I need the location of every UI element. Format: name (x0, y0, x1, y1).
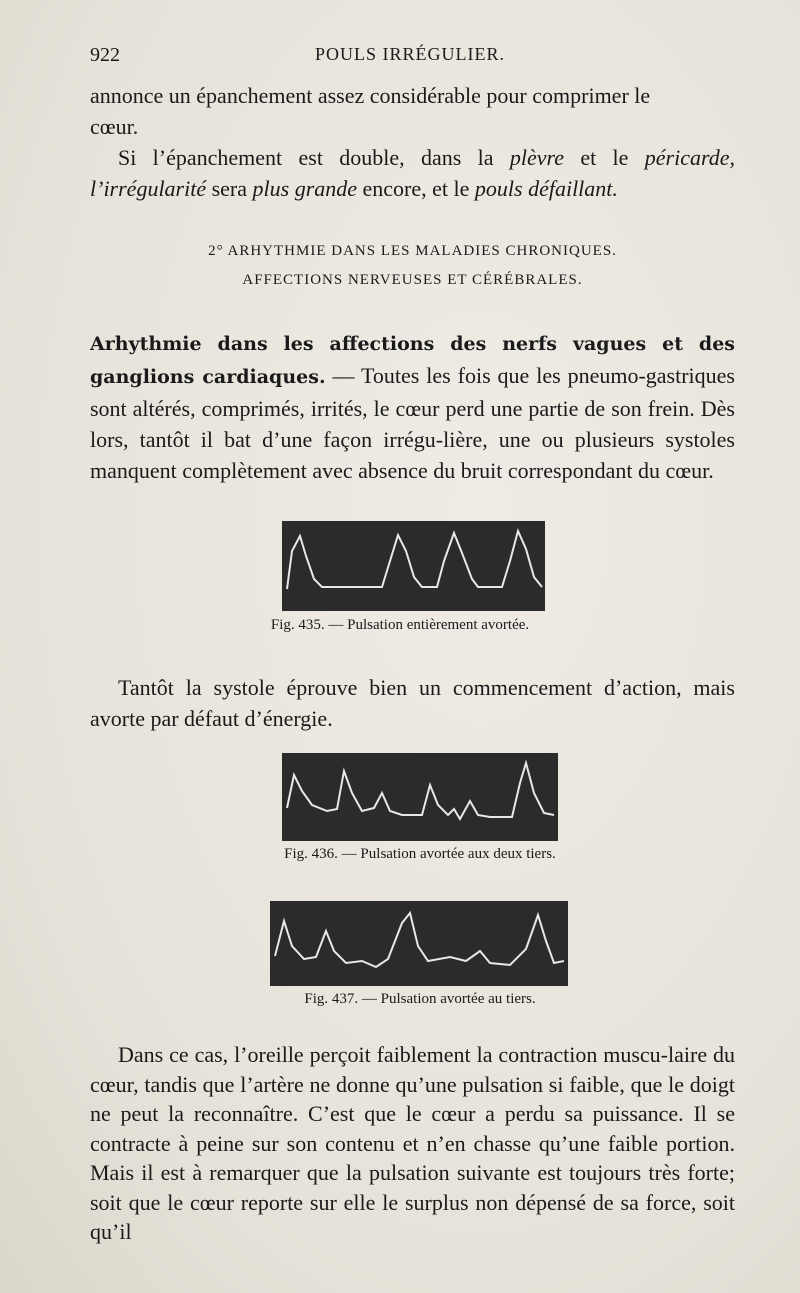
figure-caption: Fig. 437. — Pulsation avortée au tiers. (304, 991, 536, 1007)
paragraph-line: cœur. (90, 114, 139, 139)
figure-caption: Fig. 435. — Pulsation entièrement avortée. (270, 617, 530, 633)
figure-436-pulse-trace (282, 753, 558, 841)
paragraph-systole: Tantôt la systole éprouve bien un commencement d’action, mais avorte par défaut d’énergie. (90, 675, 735, 731)
pulse-trace-graphic (282, 521, 545, 611)
paragraph-continuation (90, 80, 735, 142)
figure-437-pulse-trace (270, 901, 568, 986)
pulse-trace-graphic (270, 901, 568, 986)
figure-caption: Fig. 436. — Pulsation avortée aux deux tiers. (284, 846, 556, 862)
pulse-trace-graphic (282, 753, 558, 841)
figure-435-pulse-trace (282, 521, 545, 611)
paragraph-line: annonce un épanchement assez considérable pour comprimer le (90, 83, 651, 108)
section-heading (90, 243, 735, 289)
paragraph-double-effusion: Si l’épanchement est double, dans la plèvre et le péricarde, l’irrégularité sera plus grande encore, et le pouls défaillant. (90, 145, 735, 201)
paragraph-vagus: Arhythmie dans les affections des nerfs vagues et des ganglions cardiaques. — Toutes les fois que les pneumo-gastriques sont altérés, comprimés, irrités, le cœur perd une partie de son frein. Dès lors, tantôt il bat d’une façon irrégu-lière, une ou plusieurs systoles manquent complètement avec absence du bruit correspondant du cœur. (90, 333, 735, 483)
running-title: POULS IRRÉGULIER. (314, 44, 505, 64)
section-heading-line: AFFECTIONS NERVEUSES ET CÉRÉBRALES. (242, 272, 583, 288)
page-header (90, 44, 730, 74)
paragraph-weak-pulse: Dans ce cas, l’oreille perçoit faiblement la contraction muscu-laire du cœur, tandis que l’artère ne donne qu’une pulsation si faible, que le doigt ne peut la reconnaître. C’est que le cœur a perdu sa puissance. Il se contracte à peine sur son contenu et n’en chasse qu’une faible portion. Mais il est à remarquer que la pulsation suivante est toujours très forte; soit que le cœur reporte sur elle le surplus non dépensé de sa force, soit qu’il (90, 1042, 735, 1244)
paragraph-bold-heading: Arhythmie dans les affections des nerfs vagues et des ganglions cardiaques. (90, 333, 735, 388)
page-number: 922 (90, 44, 120, 66)
section-heading-line: 2° ARHYTHMIE DANS LES MALADIES CHRONIQUES. (208, 243, 617, 259)
